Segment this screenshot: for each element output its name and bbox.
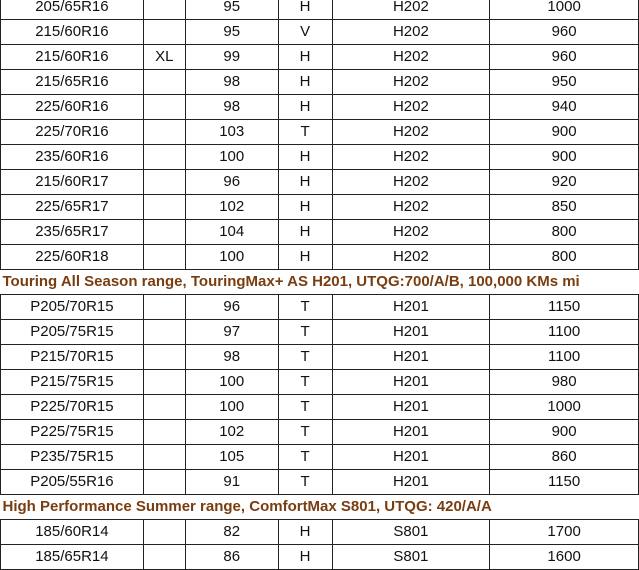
table-row [1,295,639,320]
load-index-cell: 102 [185,195,278,220]
speed-rating-cell: H [278,245,332,270]
speed-rating-cell: H [278,545,332,570]
table-row [1,145,639,170]
tire-size-cell: 205/65R16 [1,0,144,20]
xl-flag-cell [143,520,185,545]
quantity-cell: 960 [490,20,639,45]
pattern-cell: H202 [332,120,490,145]
speed-rating-cell: V [278,20,332,45]
xl-flag-cell [143,395,185,420]
pattern-cell: H202 [332,195,490,220]
quantity-cell: 850 [490,195,639,220]
table-row [1,195,639,220]
pattern-cell: H202 [332,20,490,45]
section-header-row [1,270,639,295]
section-header-label: High Performance Summer range, ComfortMax S801, UTQG: 420/A/A [1,495,639,520]
xl-flag-cell [143,95,185,120]
tire-size-cell: 215/60R16 [1,20,144,45]
table-row [1,545,639,570]
quantity-cell: 900 [490,120,639,145]
quantity-cell: 980 [490,370,639,395]
xl-flag-cell [143,545,185,570]
table-row [1,120,639,145]
speed-rating-cell: T [278,445,332,470]
speed-rating-cell: H [278,70,332,95]
quantity-cell: 900 [490,145,639,170]
table-row [1,20,639,45]
pattern-cell: H202 [332,245,490,270]
table-row [1,420,639,445]
speed-rating-cell: H [278,0,332,20]
tire-size-cell: P235/75R15 [1,445,144,470]
load-index-cell: 95 [185,0,278,20]
pattern-cell: H201 [332,345,490,370]
xl-flag-cell [143,20,185,45]
table-row [1,445,639,470]
tire-size-cell: P215/75R15 [1,370,144,395]
table-row [1,45,639,70]
tire-size-cell: 215/65R16 [1,70,144,95]
speed-rating-cell: T [278,320,332,345]
tire-size-cell: 215/60R16 [1,45,144,70]
load-index-cell: 95 [185,20,278,45]
xl-flag-cell [143,70,185,95]
pattern-cell: S801 [332,545,490,570]
xl-flag-cell [143,220,185,245]
quantity-cell: 1000 [490,395,639,420]
tire-size-cell: P205/55R16 [1,470,144,495]
table-row [1,95,639,120]
pattern-cell: H201 [332,420,490,445]
xl-flag-cell [143,120,185,145]
load-index-cell: 100 [185,245,278,270]
quantity-cell: 1150 [490,295,639,320]
xl-flag-cell [143,245,185,270]
pattern-cell: H201 [332,470,490,495]
tire-size-cell: P225/70R15 [1,395,144,420]
speed-rating-cell: T [278,470,332,495]
quantity-cell: 940 [490,95,639,120]
pattern-cell: H202 [332,170,490,195]
load-index-cell: 98 [185,95,278,120]
quantity-cell: 800 [490,245,639,270]
load-index-cell: 100 [185,370,278,395]
pattern-cell: H202 [332,0,490,20]
quantity-cell: 1100 [490,320,639,345]
tire-size-cell: P215/70R15 [1,345,144,370]
table-row [1,245,639,270]
speed-rating-cell: H [278,95,332,120]
table-row [1,395,639,420]
speed-rating-cell: T [278,395,332,420]
table-row [1,520,639,545]
load-index-cell: 98 [185,70,278,95]
speed-rating-cell: H [278,170,332,195]
speed-rating-cell: T [278,370,332,395]
pattern-cell: H202 [332,220,490,245]
load-index-cell: 100 [185,395,278,420]
quantity-cell: 1700 [490,520,639,545]
xl-flag-cell [143,370,185,395]
tire-size-cell: 225/65R17 [1,195,144,220]
speed-rating-cell: H [278,145,332,170]
quantity-cell: 1100 [490,345,639,370]
tire-size-cell: 235/65R17 [1,220,144,245]
table-row [1,0,639,20]
pattern-cell: H202 [332,95,490,120]
tire-size-cell: 185/65R14 [1,545,144,570]
quantity-cell: 950 [490,70,639,95]
quantity-cell: 800 [490,220,639,245]
table-row [1,370,639,395]
speed-rating-cell: H [278,195,332,220]
xl-flag-cell [143,195,185,220]
load-index-cell: 91 [185,470,278,495]
tire-size-cell: P225/75R15 [1,420,144,445]
load-index-cell: 104 [185,220,278,245]
xl-flag-cell [143,420,185,445]
speed-rating-cell: H [278,220,332,245]
xl-flag-cell [143,170,185,195]
load-index-cell: 99 [185,45,278,70]
pattern-cell: H201 [332,445,490,470]
tire-spec-table-body [1,0,639,570]
tire-size-cell: 225/70R16 [1,120,144,145]
load-index-cell: 102 [185,420,278,445]
load-index-cell: 97 [185,320,278,345]
tire-size-cell: 215/60R17 [1,170,144,195]
load-index-cell: 96 [185,295,278,320]
load-index-cell: 96 [185,170,278,195]
pattern-cell: H202 [332,70,490,95]
tire-size-cell: P205/70R15 [1,295,144,320]
load-index-cell: 82 [185,520,278,545]
load-index-cell: 103 [185,120,278,145]
quantity-cell: 960 [490,45,639,70]
xl-flag-cell [143,145,185,170]
xl-flag-cell [143,445,185,470]
table-row [1,70,639,95]
speed-rating-cell: T [278,420,332,445]
table-row [1,170,639,195]
speed-rating-cell: H [278,520,332,545]
xl-flag-cell [143,295,185,320]
load-index-cell: 100 [185,145,278,170]
speed-rating-cell: T [278,120,332,145]
tire-size-cell: 225/60R16 [1,95,144,120]
xl-flag-cell: XL [143,45,185,70]
table-row [1,470,639,495]
load-index-cell: 98 [185,345,278,370]
tire-size-cell: 235/60R16 [1,145,144,170]
table-row [1,220,639,245]
pattern-cell: H202 [332,145,490,170]
xl-flag-cell [143,320,185,345]
speed-rating-cell: T [278,295,332,320]
table-row [1,345,639,370]
quantity-cell: 860 [490,445,639,470]
xl-flag-cell [143,470,185,495]
tire-size-cell: 185/60R14 [1,520,144,545]
pattern-cell: S801 [332,520,490,545]
load-index-cell: 86 [185,545,278,570]
quantity-cell: 1600 [490,545,639,570]
pattern-cell: H201 [332,320,490,345]
quantity-cell: 900 [490,420,639,445]
pattern-cell: H201 [332,395,490,420]
quantity-cell: 920 [490,170,639,195]
tire-size-cell: P205/75R15 [1,320,144,345]
pattern-cell: H202 [332,45,490,70]
pattern-cell: H201 [332,370,490,395]
xl-flag-cell [143,0,185,20]
section-header-row [1,495,639,520]
load-index-cell: 105 [185,445,278,470]
quantity-cell: 1000 [490,0,639,20]
tire-size-cell: 225/60R18 [1,245,144,270]
table-row [1,320,639,345]
speed-rating-cell: H [278,45,332,70]
quantity-cell: 1150 [490,470,639,495]
xl-flag-cell [143,345,185,370]
speed-rating-cell: T [278,345,332,370]
pattern-cell: H201 [332,295,490,320]
section-header-label: Touring All Season range, TouringMax+ AS H201, UTQG:700/A/B, 100,000 KMs mi [1,270,639,295]
